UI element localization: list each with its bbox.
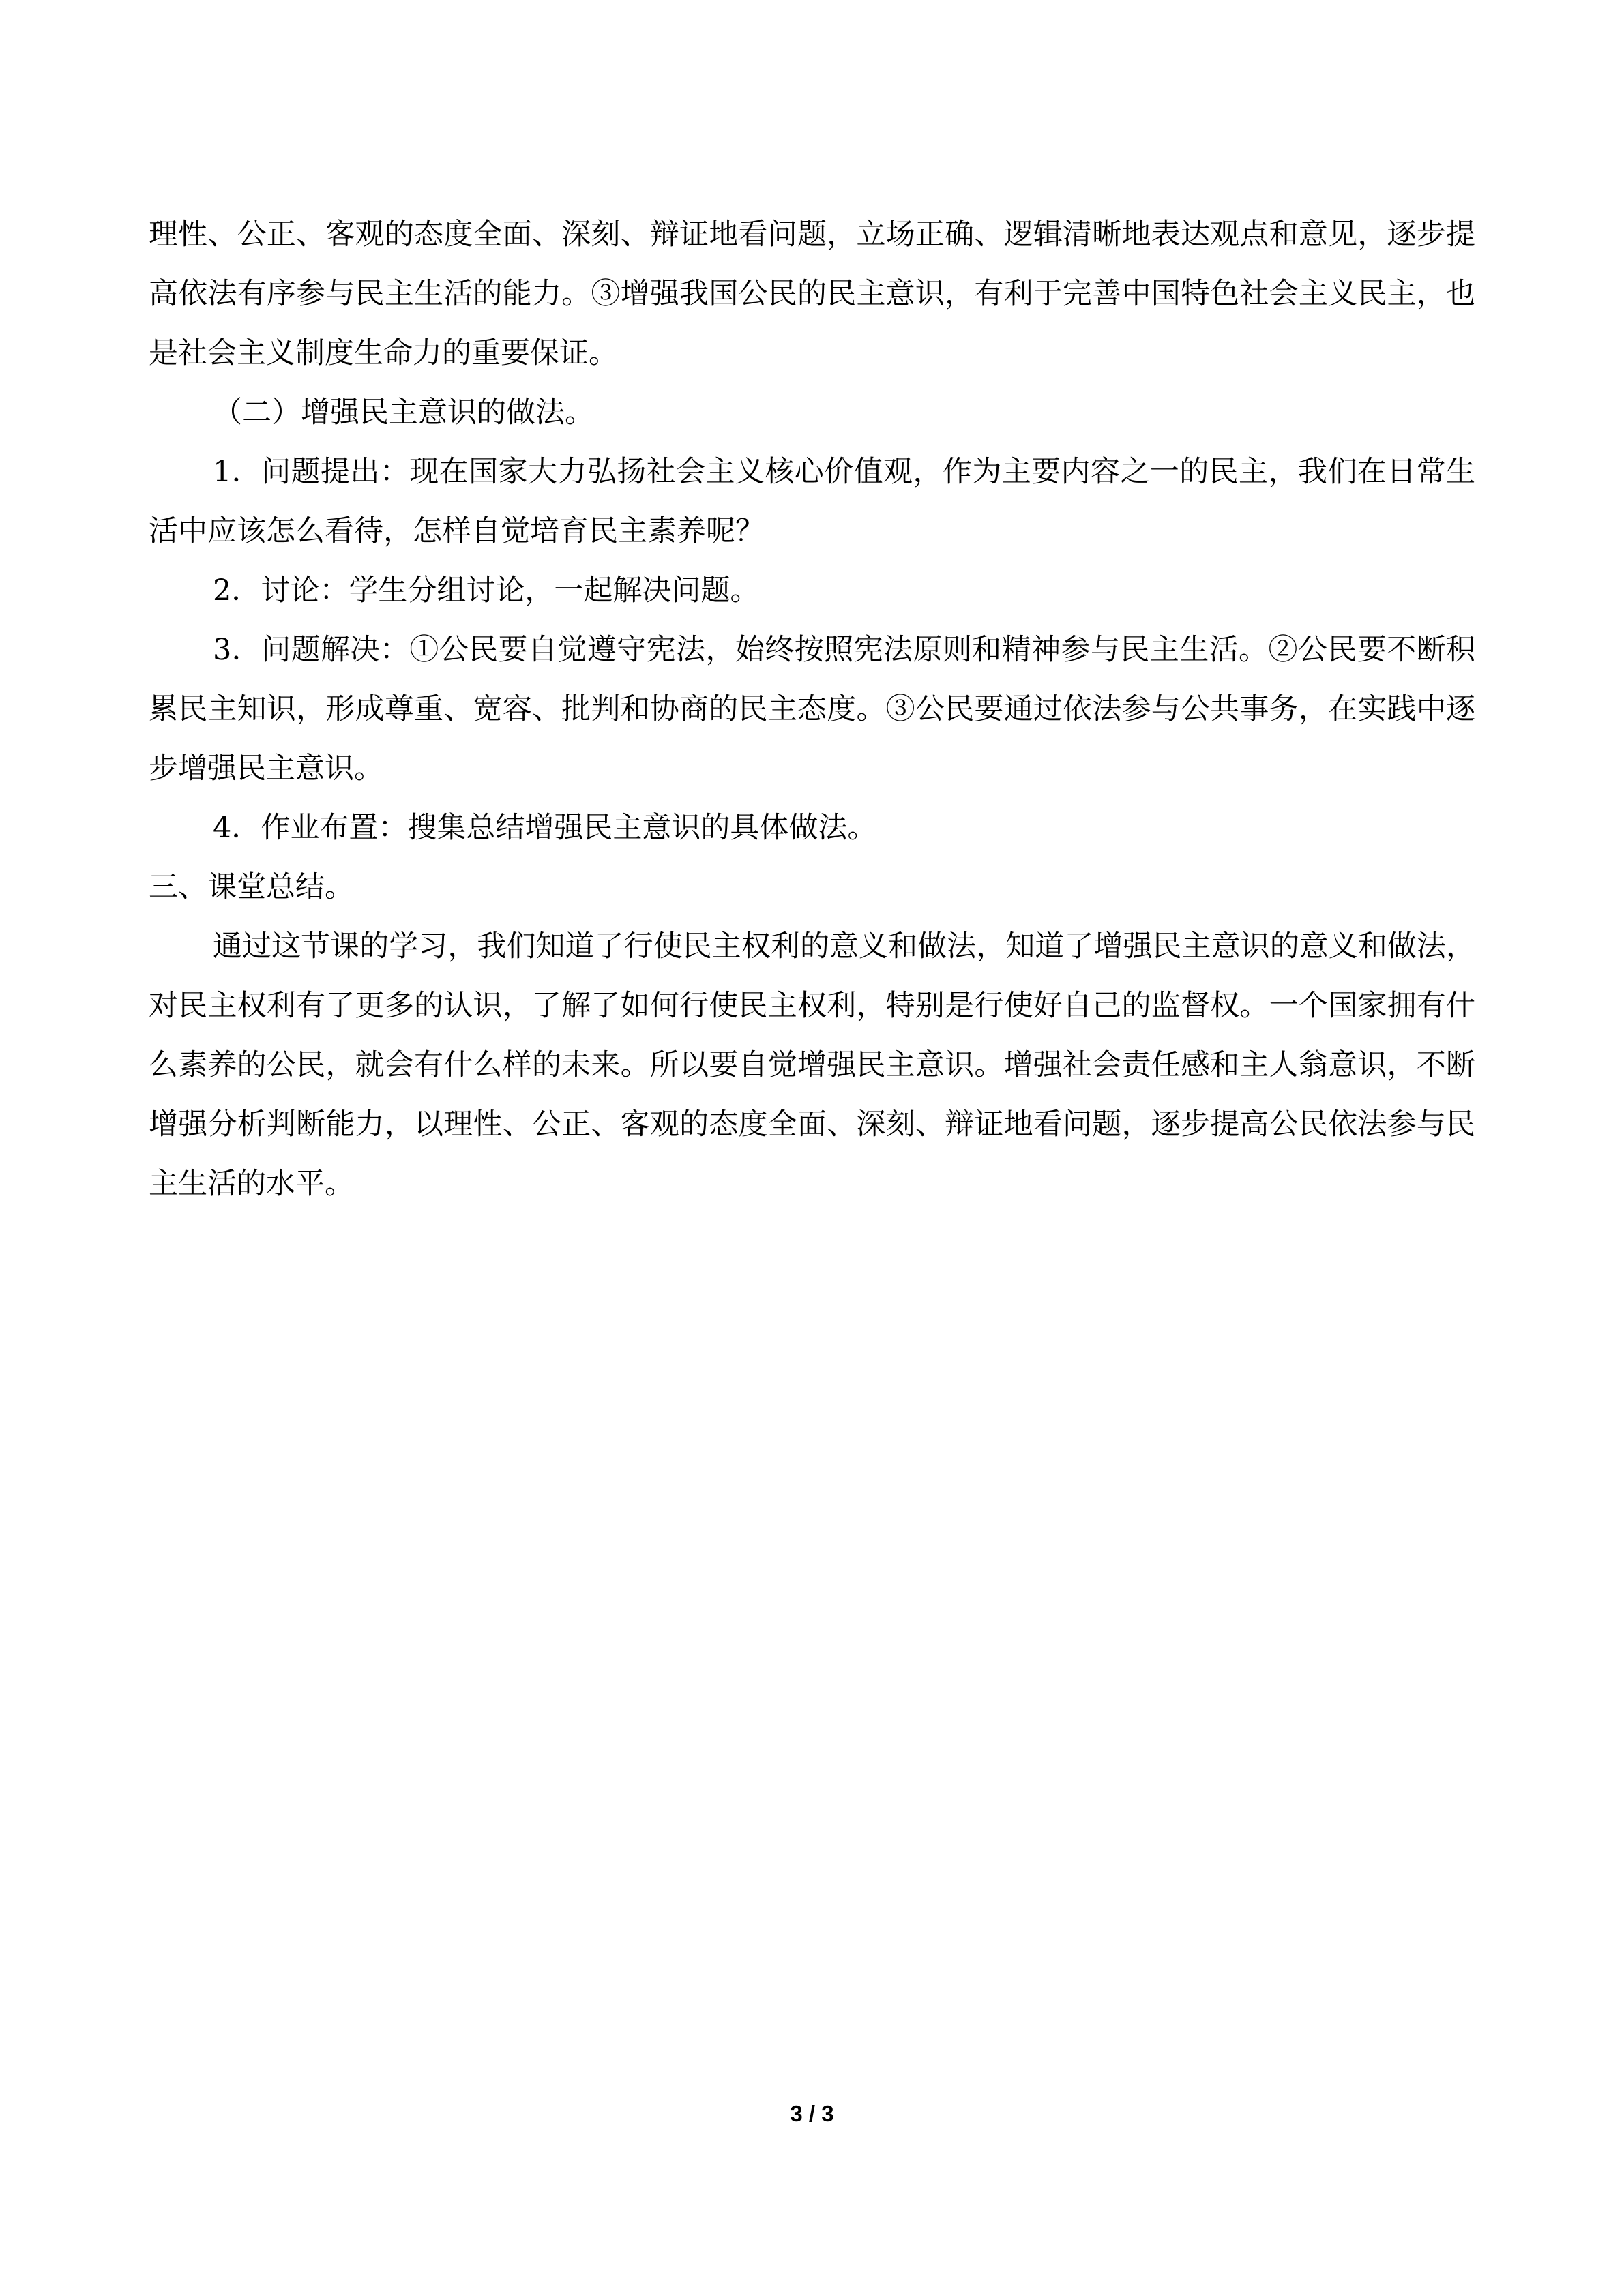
page-number: 3 / 3 [790,2101,834,2126]
document-body [149,205,1475,1214]
paragraph-solution: 3．问题解决：①公民要自觉遵守宪法，始终按照宪法原则和精神参与民主生活。②公民要不断积累民主知识，形成尊重、宽容、批判和协商的民主态度。③公民要通过依法参与公共事务，在实践中逐步增强民主意识。 [149,633,1475,786]
subheading-practices: （二）增强民主意识的做法。 [213,396,594,430]
paragraph-continuation: 理性、公正、客观的态度全面、深刻、辩证地看问题，立场正确、逻辑清晰地表达观点和意见，逐步提高依法有序参与民主生活的能力。③增强我国公民的民主意识，有利于完善中国特色社会主义民主，也是社会主义制度生命力的重要保证。 [149,218,1475,370]
paragraph-discussion: 2．讨论：学生分组讨论，一起解决问题。 [213,573,760,608]
paragraph-question: 1．问题提出：现在国家大力弘扬社会主义核心价值观，作为主要内容之一的民主，我们在日常生活中应该怎么看待，怎样自觉培育民主素养呢？ [149,455,1475,548]
paragraph-homework: 4．作业布置：搜集总结增强民主意识的具体做法。 [213,811,877,845]
section-heading-summary: 三、课堂总结。 [149,870,354,904]
paragraph-summary: 通过这节课的学习，我们知道了行使民主权利的意义和做法，知道了增强民主意识的意义和做法，对民主权利有了更多的认识，了解了如何行使民主权利，特别是行使好自己的监督权。一个国家拥有什么素养的公民，就会有什么样的未来。所以要自觉增强民主意识。增强社会责任感和主人翁意识，不断增强分析判断能力，以理性、公正、客观的态度全面、深刻、辩证地看问题，逐步提高公民依法参与民主生活的水平。 [149,929,1475,1201]
